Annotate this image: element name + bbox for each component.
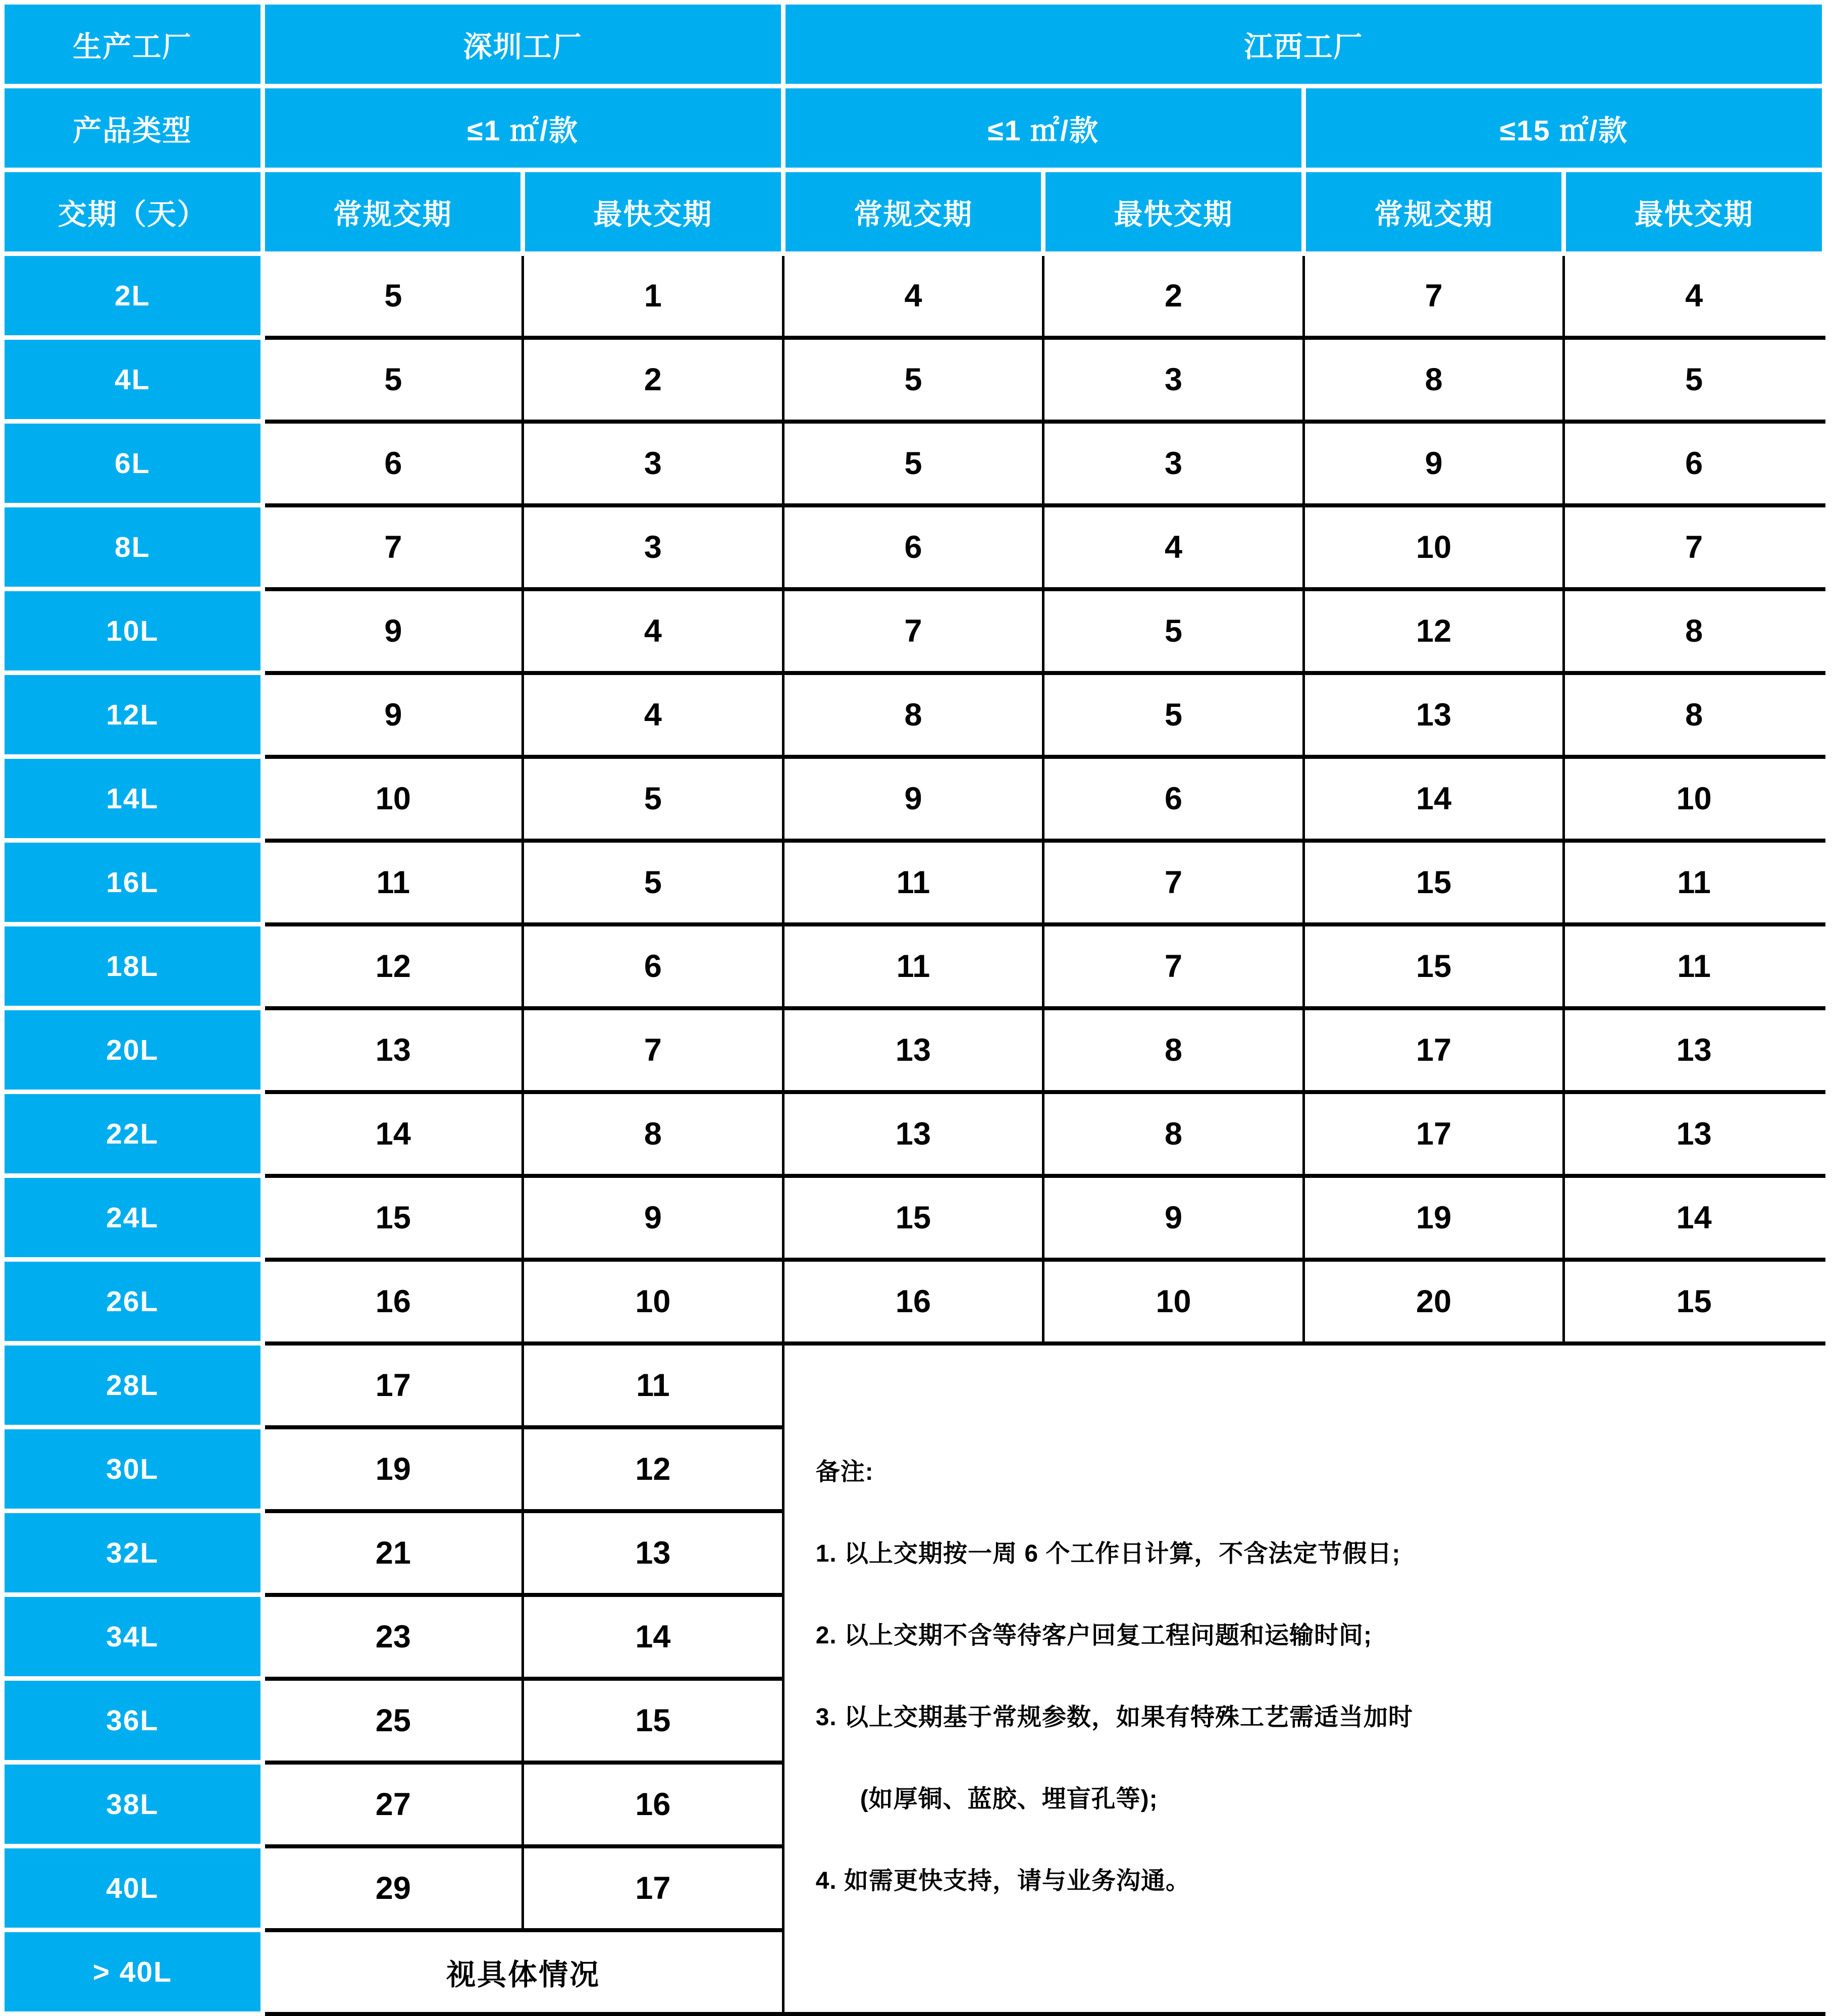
col-header-jx15-regular: 常规交期 [1303, 170, 1564, 254]
factory-jiangxi-header: 江西工厂 [783, 3, 1824, 86]
row-label: 22L [3, 1092, 263, 1176]
header-row-product-type [3, 86, 1824, 170]
leadtime-value: 15 [523, 1679, 783, 1763]
leadtime-value: 11 [783, 841, 1043, 924]
table-row-16l [3, 841, 1824, 924]
leadtime-value: 8 [1043, 1008, 1304, 1092]
leadtime-value: 9 [523, 1176, 783, 1260]
table-row-28l [3, 1343, 1824, 1427]
leadtime-value: 13 [1564, 1092, 1824, 1176]
leadtime-value: 25 [263, 1679, 523, 1763]
leadtime-value: 7 [1303, 254, 1564, 338]
leadtime-value: 11 [523, 1343, 783, 1427]
header-row-leadtime-type [3, 170, 1824, 254]
product-type-sz-1sqm: ≤1 ㎡/款 [263, 86, 783, 170]
row-label: 40L [3, 1846, 263, 1930]
notes-block [784, 1346, 1823, 1922]
col-header-jx1-fast: 最快交期 [1043, 170, 1304, 254]
leadtime-value: 19 [263, 1427, 523, 1511]
table-row-14l [3, 757, 1824, 841]
leadtime-value: 4 [1043, 505, 1304, 589]
leadtime-value: 5 [1043, 673, 1304, 757]
row-label: 36L [3, 1679, 263, 1763]
leadtime-value: 16 [783, 1260, 1043, 1343]
row-label: 30L [3, 1427, 263, 1511]
leadtime-value: 7 [523, 1008, 783, 1092]
note-item-2: 2. 以上交期不含等待客户回复工程问题和运输时间; [815, 1622, 1373, 1649]
col-header-sz-fast: 最快交期 [523, 170, 783, 254]
leadtime-value: 8 [1564, 589, 1824, 673]
row-label: 8L [3, 505, 263, 589]
leadtime-value: 6 [783, 505, 1043, 589]
table-row-4l [3, 338, 1824, 422]
row-label: 24L [3, 1176, 263, 1260]
leadtime-value: 10 [1043, 1260, 1304, 1343]
leadtime-value: 19 [1303, 1176, 1564, 1260]
case-by-case-cell: 视具体情况 [263, 1930, 783, 2014]
leadtime-value: 6 [1043, 757, 1304, 841]
leadtime-value: 2 [1043, 254, 1304, 338]
leadtime-value: 10 [1564, 757, 1824, 841]
leadtime-value: 13 [783, 1092, 1043, 1176]
leadtime-value: 7 [1043, 924, 1304, 1008]
leadtime-value: 13 [1303, 673, 1564, 757]
table-row-6l [3, 422, 1824, 505]
leadtime-value: 3 [1043, 338, 1304, 422]
row-label: 32L [3, 1511, 263, 1595]
header-row-factory [3, 3, 1824, 86]
product-type-jx-1sqm: ≤1 ㎡/款 [783, 86, 1303, 170]
notes-title: 备注: [815, 1458, 874, 1485]
row-label: > 40L [3, 1930, 263, 2014]
leadtime-value: 4 [1564, 254, 1824, 338]
col-header-jx15-fast: 最快交期 [1564, 170, 1824, 254]
leadtime-value: 5 [263, 254, 523, 338]
leadtime-value: 10 [1303, 505, 1564, 589]
leadtime-value: 9 [783, 757, 1043, 841]
col-header-jx1-regular: 常规交期 [783, 170, 1043, 254]
leadtime-value: 12 [263, 924, 523, 1008]
leadtime-value: 15 [1564, 1260, 1824, 1343]
row-label: 26L [3, 1260, 263, 1343]
leadtime-value: 9 [1043, 1176, 1304, 1260]
leadtime-value: 15 [1303, 841, 1564, 924]
leadtime-value: 14 [1303, 757, 1564, 841]
leadtime-value: 13 [783, 1008, 1043, 1092]
table-row-2l [3, 254, 1824, 338]
leadtime-value: 12 [523, 1427, 783, 1511]
row-label: 10L [3, 589, 263, 673]
row-label: 18L [3, 924, 263, 1008]
leadtime-value: 11 [1564, 924, 1824, 1008]
leadtime-value: 17 [1303, 1008, 1564, 1092]
leadtime-value: 11 [263, 841, 523, 924]
note-item-4: 4. 如需更快支持，请与业务沟通。 [815, 1867, 1191, 1894]
leadtime-value: 17 [1303, 1092, 1564, 1176]
leadtime-value: 17 [263, 1343, 523, 1427]
leadtime-value: 10 [263, 757, 523, 841]
leadtime-value: 8 [1564, 673, 1824, 757]
leadtime-value: 3 [523, 422, 783, 505]
leadtime-value: 14 [1564, 1176, 1824, 1260]
leadtime-value: 3 [523, 505, 783, 589]
leadtime-value: 4 [523, 589, 783, 673]
leadtime-value: 2 [523, 338, 783, 422]
table-row-12l [3, 673, 1824, 757]
table-row-10l [3, 589, 1824, 673]
leadtime-value: 4 [523, 673, 783, 757]
row-label: 2L [3, 254, 263, 338]
leadtime-value: 13 [263, 1008, 523, 1092]
row-label: 20L [3, 1008, 263, 1092]
note-item-1: 1. 以上交期按一周 6 个工作日计算，不含法定节假日; [815, 1540, 1401, 1567]
leadtime-value: 9 [263, 589, 523, 673]
table-row-18l [3, 924, 1824, 1008]
leadtime-value: 13 [523, 1511, 783, 1595]
leadtime-value: 21 [263, 1511, 523, 1595]
leadtime-value: 9 [263, 673, 523, 757]
leadtime-value: 8 [523, 1092, 783, 1176]
leadtime-value: 15 [263, 1176, 523, 1260]
leadtime-value: 12 [1303, 589, 1564, 673]
factory-shenzhen-header: 深圳工厂 [263, 3, 783, 86]
leadtime-value: 8 [1303, 338, 1564, 422]
leadtime-value: 11 [1564, 841, 1824, 924]
leadtime-value: 16 [263, 1260, 523, 1343]
row-label: 16L [3, 841, 263, 924]
product-type-jx-15sqm: ≤15 ㎡/款 [1303, 86, 1824, 170]
leadtime-value: 5 [1043, 589, 1304, 673]
row-label: 4L [3, 338, 263, 422]
row-label: 6L [3, 422, 263, 505]
leadtime-value: 9 [1303, 422, 1564, 505]
leadtime-value: 20 [1303, 1260, 1564, 1343]
leadtime-days-label: 交期（天） [3, 170, 263, 254]
leadtime-value: 5 [783, 422, 1043, 505]
row-label: 14L [3, 757, 263, 841]
factory-corner-label: 生产工厂 [3, 3, 263, 86]
leadtime-value: 15 [783, 1176, 1043, 1260]
leadtime-value: 14 [263, 1092, 523, 1176]
leadtime-value: 6 [523, 924, 783, 1008]
leadtime-value: 15 [1303, 924, 1564, 1008]
leadtime-value: 27 [263, 1763, 523, 1846]
leadtime-value: 11 [783, 924, 1043, 1008]
leadtime-value: 5 [523, 757, 783, 841]
leadtime-value: 3 [1043, 422, 1304, 505]
leadtime-value: 16 [523, 1763, 783, 1846]
col-header-sz-regular: 常规交期 [263, 170, 523, 254]
table-row-20l [3, 1008, 1824, 1092]
leadtime-value: 5 [263, 338, 523, 422]
leadtime-value: 5 [523, 841, 783, 924]
row-label: 34L [3, 1595, 263, 1679]
note-item-3: 3. 以上交期基于常规参数，如果有特殊工艺需适当加时 [815, 1703, 1414, 1731]
row-label: 12L [3, 673, 263, 757]
table-row-26l [3, 1260, 1824, 1343]
leadtime-value: 10 [523, 1260, 783, 1343]
row-label: 28L [3, 1343, 263, 1427]
leadtime-value: 4 [783, 254, 1043, 338]
table-row-8l [3, 505, 1824, 589]
leadtime-value: 7 [1043, 841, 1304, 924]
table-row-22l [3, 1092, 1824, 1176]
leadtime-value: 5 [1564, 338, 1824, 422]
leadtime-value: 29 [263, 1846, 523, 1930]
row-label: 38L [3, 1763, 263, 1846]
leadtime-value: 7 [783, 589, 1043, 673]
notes-panel [783, 1343, 1824, 2014]
note-item-3-continued: (如厚铜、蓝胶、埋盲孔等); [860, 1785, 1158, 1813]
table-row-24l [3, 1176, 1824, 1260]
product-type-label: 产品类型 [3, 86, 263, 170]
leadtime-value: 23 [263, 1595, 523, 1679]
leadtime-value: 6 [263, 422, 523, 505]
leadtime-value: 8 [1043, 1092, 1304, 1176]
leadtime-value: 17 [523, 1846, 783, 1930]
leadtime-value: 6 [1564, 422, 1824, 505]
leadtime-value: 7 [1564, 505, 1824, 589]
leadtime-value: 13 [1564, 1008, 1824, 1092]
leadtime-value: 7 [263, 505, 523, 589]
leadtime-value: 5 [783, 338, 1043, 422]
leadtime-value: 1 [523, 254, 783, 338]
leadtime-value: 14 [523, 1595, 783, 1679]
leadtime-value: 8 [783, 673, 1043, 757]
